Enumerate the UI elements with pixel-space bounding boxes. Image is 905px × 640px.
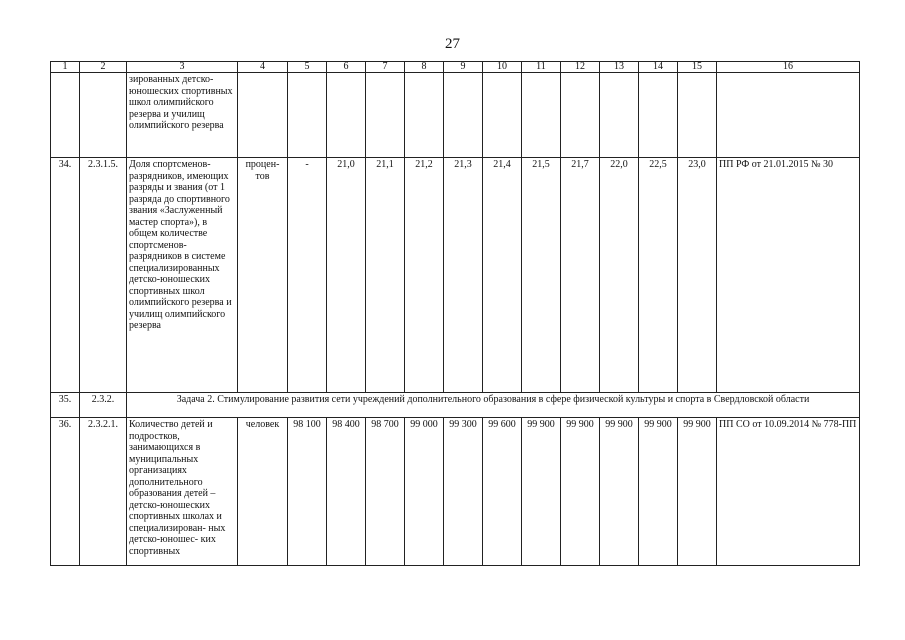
value-cell: [600, 73, 639, 158]
indicator-name: Доля спортсменов- разрядников, имеющих разряды и звания (от 1 разряда до спортивного звания «Заслуженный мастер спорта»), в общем количестве спортсменов- разрядников в системе специализированных детско-юношеских спортивных школ олимпийского резерва и училищ олимпийского резерва: [127, 158, 238, 393]
source-document: [717, 73, 860, 158]
value-cell: 21,3: [444, 158, 483, 393]
header-cell: 10: [483, 62, 522, 73]
row-code: [80, 73, 127, 158]
value-cell: [444, 73, 483, 158]
value-cell: 99 900: [561, 418, 600, 566]
table-row: [51, 73, 860, 158]
value-cell: 99 300: [444, 418, 483, 566]
row-number: 35.: [51, 393, 80, 418]
base-value: [288, 73, 327, 158]
page-number: 27: [445, 36, 460, 52]
unit: процен- тов: [238, 158, 288, 393]
value-cell: [522, 73, 561, 158]
value-cell: 99 900: [678, 418, 717, 566]
value-cell: [678, 73, 717, 158]
header-cell: 4: [238, 62, 288, 73]
source-document: ПП РФ от 21.01.2015 № 30: [717, 158, 860, 393]
row-code: 2.3.2.: [80, 393, 127, 418]
header-cell: 11: [522, 62, 561, 73]
base-value: -: [288, 158, 327, 393]
value-cell: [327, 73, 366, 158]
value-cell: [366, 73, 405, 158]
header-cell: 5: [288, 62, 327, 73]
table-row: [51, 418, 860, 566]
source-document: ПП СО от 10.09.2014 № 778-ПП: [717, 418, 860, 566]
value-cell: 21,5: [522, 158, 561, 393]
header-cell: 3: [127, 62, 238, 73]
header-cell: 8: [405, 62, 444, 73]
header-cell: 6: [327, 62, 366, 73]
value-cell: 21,2: [405, 158, 444, 393]
header-cell: 12: [561, 62, 600, 73]
value-cell: 98 400: [327, 418, 366, 566]
row-number: [51, 73, 80, 158]
unit: [238, 73, 288, 158]
indicator-name: зированных детско- юношеских спортивных школ олимпийского резерва и училищ олимпийского резерва: [127, 73, 238, 158]
base-value: 98 100: [288, 418, 327, 566]
header-cell: 7: [366, 62, 405, 73]
table-header-row: [51, 62, 860, 73]
value-cell: 22,5: [639, 158, 678, 393]
table-row: [51, 393, 860, 418]
value-cell: 23,0: [678, 158, 717, 393]
header-cell: 13: [600, 62, 639, 73]
header-cell: 9: [444, 62, 483, 73]
header-cell: 1: [51, 62, 80, 73]
header-cell: 15: [678, 62, 717, 73]
unit: человек: [238, 418, 288, 566]
row-number: 34.: [51, 158, 80, 393]
value-cell: [405, 73, 444, 158]
value-cell: 99 600: [483, 418, 522, 566]
value-cell: 21,1: [366, 158, 405, 393]
table-row: [51, 158, 860, 393]
header-cell: 14: [639, 62, 678, 73]
value-cell: [561, 73, 600, 158]
value-cell: [483, 73, 522, 158]
indicator-name: Количество детей и подростков, занимающихся в муниципальных организациях дополнительного образования детей – детско-юношеских спортивных школах и специализирован- ных детско-юношес- ких спортивных: [127, 418, 238, 566]
value-cell: 98 700: [366, 418, 405, 566]
value-cell: 99 900: [600, 418, 639, 566]
header-cell: 2: [80, 62, 127, 73]
value-cell: 21,0: [327, 158, 366, 393]
indicators-table: [50, 61, 860, 566]
value-cell: 21,4: [483, 158, 522, 393]
row-code: 2.3.2.1.: [80, 418, 127, 566]
value-cell: 99 900: [639, 418, 678, 566]
value-cell: 99 000: [405, 418, 444, 566]
value-cell: 21,7: [561, 158, 600, 393]
value-cell: [639, 73, 678, 158]
task-heading: Задача 2. Стимулирование развития сети учреждений дополнительного образования в сфере физической культуры и спорта в Свердловской области: [127, 393, 860, 418]
row-code: 2.3.1.5.: [80, 158, 127, 393]
value-cell: 99 900: [522, 418, 561, 566]
value-cell: 22,0: [600, 158, 639, 393]
row-number: 36.: [51, 418, 80, 566]
header-cell: 16: [717, 62, 860, 73]
